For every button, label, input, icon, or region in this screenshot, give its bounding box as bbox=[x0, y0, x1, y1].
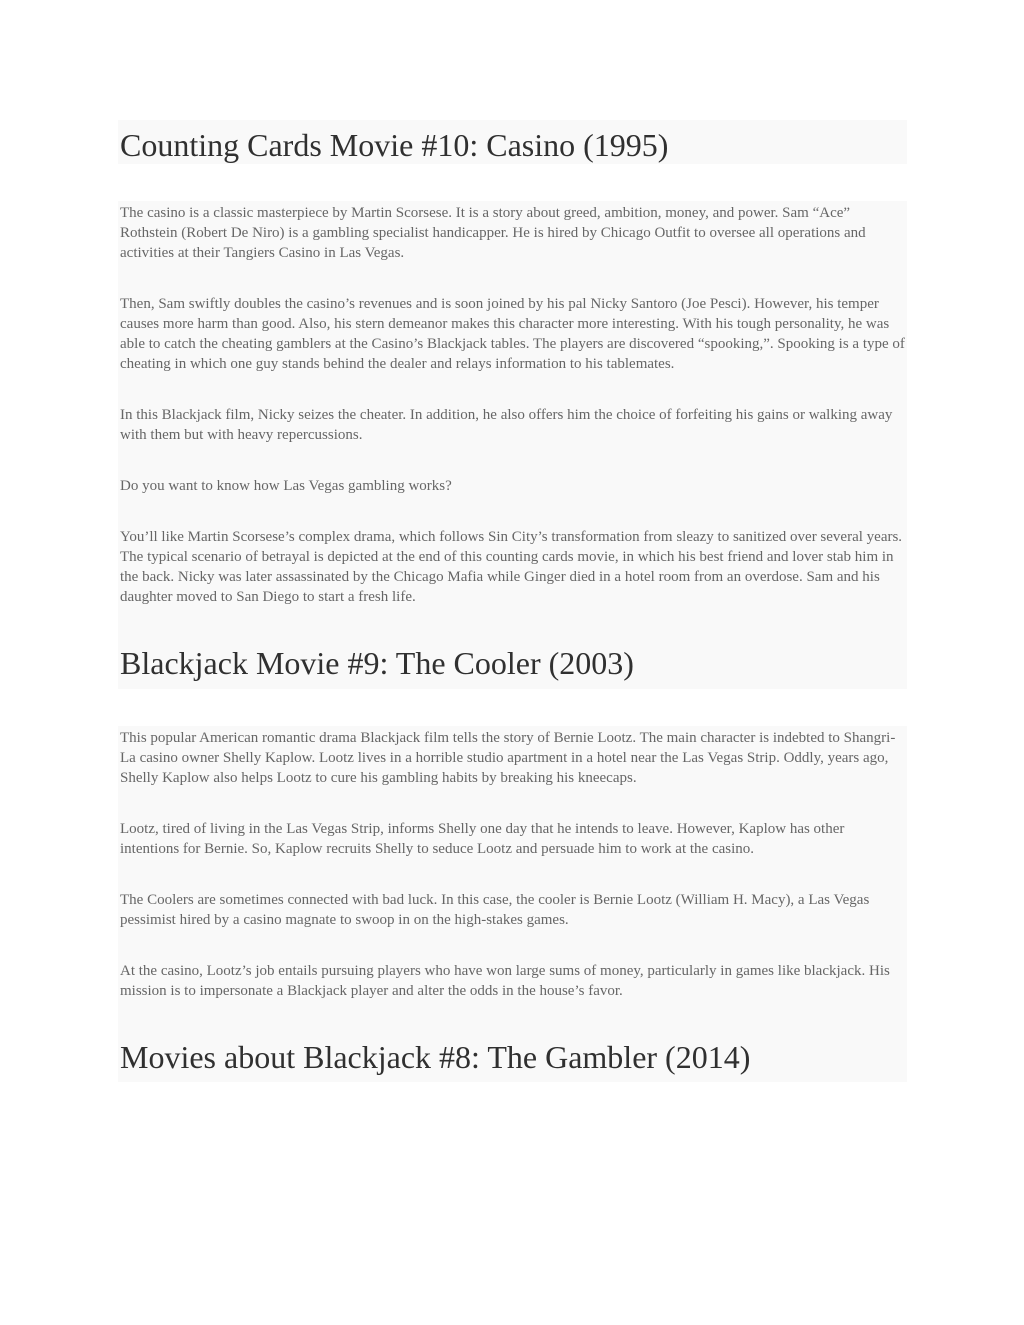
paragraph: Do you want to know how Las Vegas gambling works? bbox=[120, 478, 452, 494]
paragraph: This popular American romantic drama Blackjack film tells the story of Bernie Lootz. The main character is indebted to Shangri-La casino owner Shelly Kaplow. Lootz lives in a horrible studio apartment in a hotel near the Las Vegas Strip. Oddly, years ago, Shelly Kaplow also helps Lootz to cure his gambling habits by breaking his kneecaps. bbox=[120, 730, 896, 786]
paragraph: Then, Sam swiftly doubles the casino’s revenues and is soon joined by his pal Nicky Santoro (Joe Pesci). However, his temper causes more harm than good. Also, his stern demeanor makes this character more interesting. With his tough personality, he was able to catch the cheating gamblers at the Casino’s Blackjack tables. The players are discovered “spooking,”. Spooking is a type of cheating in which one guy stands behind the dealer and relays information to his tablemates. bbox=[120, 296, 905, 372]
section-heading-block bbox=[118, 120, 907, 164]
section-body-casino bbox=[118, 201, 907, 689]
section-heading-cooler: Blackjack Movie #9: The Cooler (2003) bbox=[120, 645, 634, 681]
paragraph: The Coolers are sometimes connected with bad luck. In this case, the cooler is Bernie Lootz (William H. Macy), a Las Vegas pessimist hired by a casino magnate to swoop in on the high-stakes games. bbox=[120, 892, 870, 928]
section-body-cooler bbox=[118, 726, 907, 1082]
paragraph: In this Blackjack film, Nicky seizes the cheater. In addition, he also offers him the choice of forfeiting his gains or walking away with them but with heavy repercussions. bbox=[120, 407, 893, 443]
section-heading-gambler: Movies about Blackjack #8: The Gambler (2014) bbox=[120, 1039, 751, 1075]
paragraph: You’ll like Martin Scorsese’s complex drama, which follows Sin City’s transformation from sleazy to sanitized over several years. The typical scenario of betrayal is depicted at the end of this counting cards movie, in which his best friend and lover stab him in the back. Nicky was later assassinated by the Chicago Mafia while Ginger died in a hotel room from an overdose. Sam and his daughter moved to San Diego to start a fresh life. bbox=[120, 529, 903, 605]
document-page bbox=[118, 120, 907, 1082]
paragraph: The casino is a classic masterpiece by Martin Scorsese. It is a story about greed, ambition, money, and power. Sam “Ace” Rothstein (Robert De Niro) is a gambling specialist handicapper. He is hired by Chicago Outfit to oversee all operations and activities at their Tangiers Casino in Las Vegas. bbox=[120, 205, 866, 261]
paragraph: At the casino, Lootz’s job entails pursuing players who have won large sums of money, particularly in games like blackjack. His mission is to impersonate a Blackjack player and alter the odds in the house’s favor. bbox=[120, 963, 890, 999]
section-heading-casino: Counting Cards Movie #10: Casino (1995) bbox=[120, 127, 669, 163]
paragraph: Lootz, tired of living in the Las Vegas Strip, informs Shelly one day that he intends to leave. However, Kaplow has other intentions for Bernie. So, Kaplow recruits Shelly to seduce Lootz and persuade him to work at the casino. bbox=[120, 821, 845, 857]
